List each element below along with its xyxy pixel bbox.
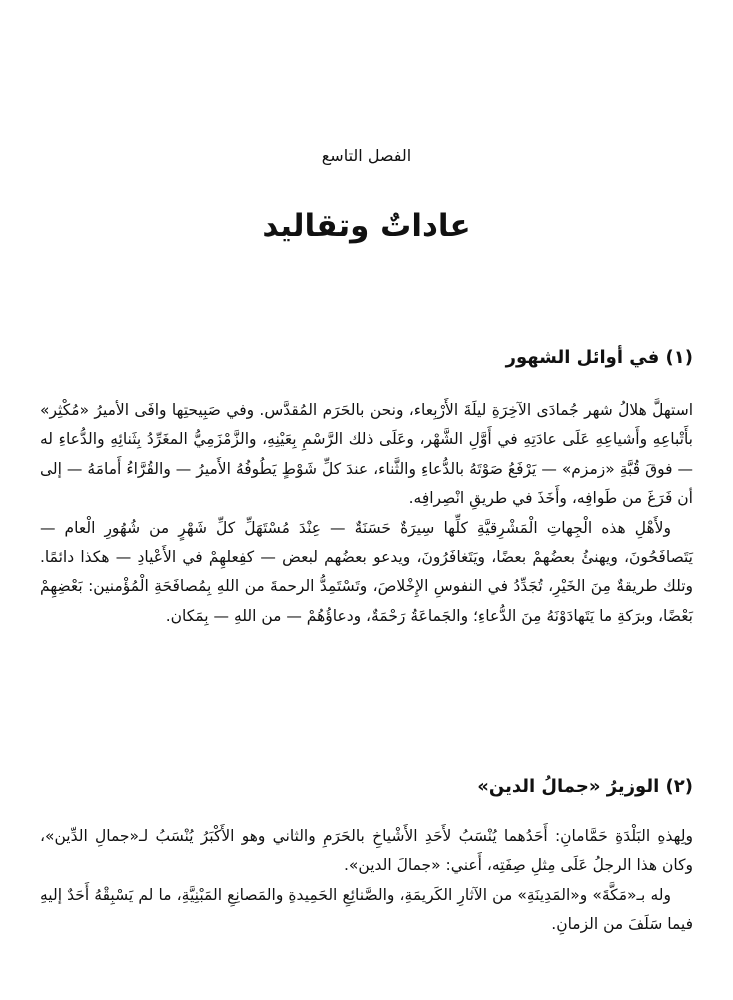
section-heading-1: (١) في أوائل الشهور: [505, 347, 693, 368]
section-1-body: [40, 396, 693, 631]
section-heading-2: (٢) الوزيرُ «جمالُ الدين»: [477, 776, 693, 797]
paragraph: ولِهذهِ البَلْدَةِ حَمَّامانِ: أَحَدُهما يُنْسَبُ لأَحَدِ الأَشْياخِ بالحَرَمِ والثاني وهو الأَكْبَرُ يُنْسَبُ لـ«جمالِ الدِّين»، وكان هذا الرجلُ عَلَى مِثلِ صِفَتِه، أَعني: «جمالَ الدين».: [40, 827, 693, 875]
paragraph: ولأَهْلِ هذه الْجِهاتِ الْمَشْرِقيَّةِ كلِّها سِيرَةٌ حَسَنَةٌ — عِنْدَ مُسْتَهَلِّ كلِّ شَهْرٍ من شُهُورِ الْعام — يَتَصافَحُونَ، ويهنئُ بعضُهمْ بعضًا، ويَتَغافَرُونَ، ويدعو بعضُهم لبعض — كفِعلهِمْ في الأَعْيادِ — هكذا دائمًا. وتلك طريقةٌ مِنَ الخَيْرِ، تُجَدِّدُ في النفوسِ الإِخْلاصَ، وتَسْتَمِدُّ الرحمةَ من اللهِ بِمُصافَحَةِ الْمُؤْمنين: بَعْضِهِمْ بَعْضًا، وبرَكةِ ما يَتَهادَوْنَهُ مِنَ الدُّعاءِ؛ والجَماعَةُ رَحْمَةٌ، ودعاؤُهُمْ — من اللهِ — بِمَكان.: [40, 518, 693, 625]
section-2-body: [40, 822, 693, 940]
paragraph: وله بـ«مَكَّةَ» و«المَدِينَةِ» من الآثارِ الكَريمَةِ، والصَّنائِعِ الحَمِيدةِ والمَصانِعِ المَبْنِيَّةِ، ما لم يَسْبِقْهُ أَحَدٌ إليهِ فيما سَلَفَ من الزمانِ.: [40, 885, 693, 934]
paragraph: استهلَّ هلالُ شهر جُمادَى الآخِرَةِ ليلَةَ الأَرْبِعاء، ونحن بالحَرَم المُقدَّس. وفي صَبِيحتِها وافَى الأميرُ «مُكْثِر» بأَتْباعِهِ وأَشياعِهِ عَلَى عادَتِهِ في أَوَّلِ الشَّهْر، وعَلَى ذلك الرَّسْمِ بِعَيْنِهِ، والزَّمْزَمِيُّ المغَرِّدُ بِثَنائِهِ والدُّعاءِ له — فوقَ قُبَّةِ «زمزم» — يَرْفَعُ صَوْتَهُ بالدُّعاءِ والثَّناء، عندَ كلِّ شَوْطٍ يَطُوفُهُ الأَميرُ — والقُرَّاءُ أَمامَهُ — إلى أن فَرَغَ من طَوافِه، وأَخَذَ في طريقِ انْصِرافِه.: [40, 401, 693, 508]
chapter-label: الفصل التاسع: [321, 146, 412, 165]
chapter-title: عاداتٌ وتقاليد: [262, 208, 471, 244]
